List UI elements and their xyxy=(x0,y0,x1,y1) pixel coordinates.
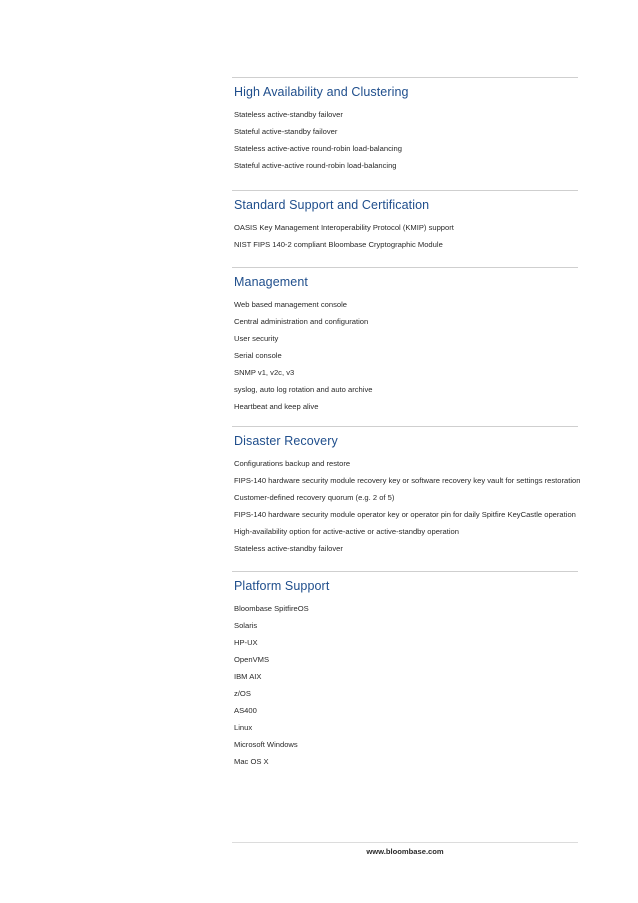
section-divider xyxy=(232,190,578,191)
feature-list xyxy=(232,296,578,415)
list-item: Linux xyxy=(234,723,253,732)
list-item: Configurations backup and restore xyxy=(234,459,351,468)
list-item: High-availability option for active-active or active-standby operation xyxy=(234,527,459,536)
list-item: Bloombase SpitfireOS xyxy=(234,604,309,613)
list-item: Microsoft Windows xyxy=(234,740,298,749)
feature-list xyxy=(232,600,578,770)
section-standard-support xyxy=(232,190,578,253)
list-item: SNMP v1, v2c, v3 xyxy=(234,368,295,377)
section-divider xyxy=(232,77,578,78)
section-title: High Availability and Clustering xyxy=(234,85,409,99)
list-item: User security xyxy=(234,334,279,343)
section-platform-support xyxy=(232,571,578,770)
section-title: Management xyxy=(234,275,308,289)
section-divider xyxy=(232,426,578,427)
footer-divider xyxy=(232,842,578,843)
list-item: FIPS-140 hardware security module recovery key or software recovery key vault for settings restoration xyxy=(234,476,581,485)
list-item: Heartbeat and keep alive xyxy=(234,402,319,411)
section-title: Platform Support xyxy=(234,579,330,593)
list-item: Stateful active-standby failover xyxy=(234,127,338,136)
footer-website-link[interactable]: www.bloombase.com xyxy=(366,847,444,856)
list-item: Customer-defined recovery quorum (e.g. 2 of 5) xyxy=(234,493,395,502)
list-item: OpenVMS xyxy=(234,655,270,664)
list-item: Solaris xyxy=(234,621,258,630)
list-item: HP-UX xyxy=(234,638,258,647)
list-item: OASIS Key Management Interoperability Protocol (KMIP) support xyxy=(234,223,454,232)
list-item: Stateful active-active round-robin load-balancing xyxy=(234,161,397,170)
feature-list xyxy=(232,219,578,253)
section-title: Standard Support and Certification xyxy=(234,198,430,212)
section-high-availability xyxy=(232,77,578,174)
list-item: FIPS-140 hardware security module operator key or operator pin for daily Spitfire KeyCastle operation xyxy=(234,510,576,519)
section-title: Disaster Recovery xyxy=(234,434,338,448)
section-disaster-recovery xyxy=(232,426,581,557)
list-item: Stateless active-standby failover xyxy=(234,544,343,553)
list-item: z/OS xyxy=(234,689,251,698)
list-item: IBM AIX xyxy=(234,672,262,681)
list-item: Central administration and configuration xyxy=(234,317,369,326)
list-item: AS400 xyxy=(234,706,257,715)
list-item: Stateless active-standby failover xyxy=(234,110,343,119)
list-item: syslog, auto log rotation and auto archive xyxy=(234,385,373,394)
list-item: Serial console xyxy=(234,351,282,360)
section-divider xyxy=(232,267,578,268)
section-divider xyxy=(232,571,578,572)
feature-list xyxy=(232,455,581,557)
section-management xyxy=(232,267,578,415)
list-item: Web based management console xyxy=(234,300,347,309)
list-item: Mac OS X xyxy=(234,757,269,766)
list-item: NIST FIPS 140-2 compliant Bloombase Cryptographic Module xyxy=(234,240,443,249)
feature-list xyxy=(232,106,578,174)
list-item: Stateless active-active round-robin load-balancing xyxy=(234,144,403,153)
